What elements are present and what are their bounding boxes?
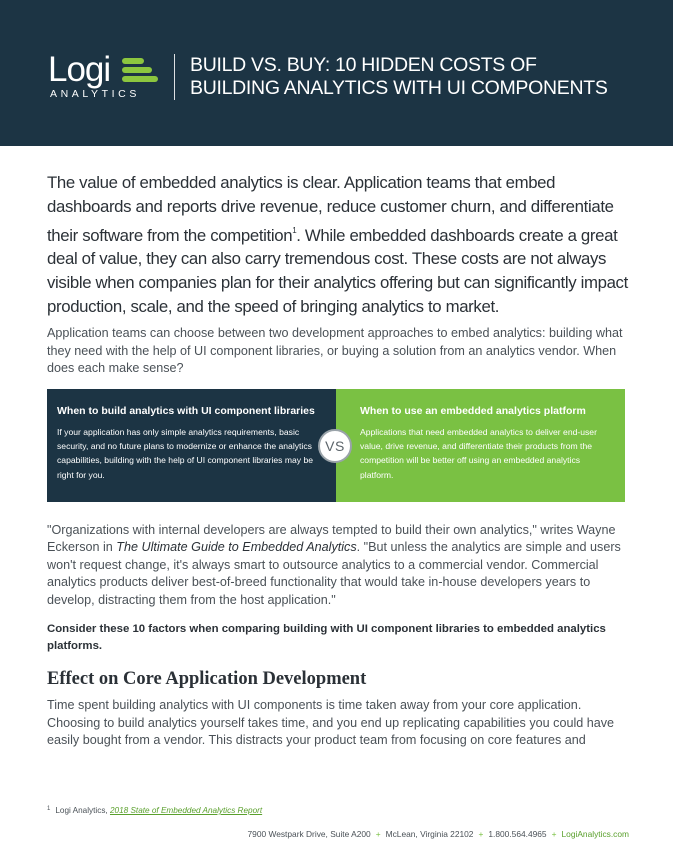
logi-analytics-logo — [48, 52, 160, 102]
lead-text-end: . While embedded dashboards create a great deal of value, they can also carry tremendous cost. These costs are not always visible when companies plan for their analytics offering but can significantly impact production, scale, and the speed of bringing analytics to market. — [47, 225, 628, 316]
document-title — [190, 54, 650, 100]
footer-separator-2: + — [478, 829, 484, 839]
footer-separator-1: + — [375, 829, 381, 839]
footer-separator-3: + — [551, 829, 557, 839]
build-panel-title: When to build analytics with UI component libraries — [57, 405, 315, 417]
header-divider — [174, 54, 175, 100]
footnote-source: Logi Analytics, — [55, 806, 108, 815]
footer-address: 7900 Westpark Drive, Suite A200 — [247, 829, 371, 839]
buy-panel-title: When to use an embedded analytics platform — [360, 405, 586, 417]
footnote-marker: 1 — [47, 806, 51, 812]
footer-city: McLean, Virginia 22102 — [385, 829, 474, 839]
page-header — [0, 0, 673, 146]
lead-footnote-marker: 1 — [292, 225, 297, 235]
book-title: The Ultimate Guide to Embedded Analytics — [116, 540, 357, 555]
comparison-box — [47, 389, 625, 502]
footnote — [47, 806, 262, 815]
report-link[interactable]: 2018 State of Embedded Analytics Report — [109, 806, 263, 815]
section-heading: Effect on Core Application Development — [47, 669, 367, 689]
quote-text-end: . "But unless the analytics are simple and users won't request change, it's always smart to outsource analytics to a commercial vendor. Commercial analytics products deliver best-of-breed functionality that would take in-house developers years to develop, distracting them from the host application." — [47, 540, 621, 607]
intro-paragraph: Application teams can choose between two development approaches to embed analytics: building what they need with the help of UI component libraries, or buying a solution from an analytics vendor. When does each make sense? — [47, 326, 623, 375]
logo-wordmark: Logi — [48, 50, 111, 89]
quote-text-start: "Organizations with internal developers are always tempted to build their own analytics," writes Wayne Eckerson in — [47, 523, 616, 555]
lead-text-start: The value of embedded analytics is clear. Application teams that embed dashboards and reports drive revenue, reduce customer churn, and differentiate their software from the competition — [47, 173, 614, 245]
document-title-line-1: BUILD VS. BUY: 10 HIDDEN COSTS OF — [190, 54, 537, 76]
buy-panel — [336, 389, 625, 502]
footer-website-link[interactable]: LogiAnalytics.com — [561, 829, 629, 839]
consider-statement: Consider these 10 factors when comparing building with UI component libraries to embedded analytics platforms. — [47, 623, 606, 652]
page-footer — [248, 829, 630, 839]
section-body: Time spent building analytics with UI components is time taken away from your core application. Choosing to build analytics yourself takes time, and you end up replicating capabilities you could have easily bought from a vendor. This distracts your product team from focusing on core features and — [47, 698, 615, 747]
build-panel — [47, 389, 336, 502]
logo-bars-icon — [122, 58, 158, 82]
buy-panel-body: Applications that need embedded analytics to deliver end-user value, drive revenue, and differentiate their products from the competition will be better off using an embedded analytics platform. — [360, 427, 597, 480]
build-panel-body: If your application has only simple analytics requirements, basic security, and no future plans to modernize or enhance the analytics capabilities, building with the help of UI component libraries may be right for you. — [57, 427, 314, 480]
versus-badge: VS — [318, 429, 352, 463]
logo-subtitle: ANALYTICS — [50, 88, 140, 100]
quote-paragraph — [47, 522, 637, 609]
document-title-line-2: BUILDING ANALYTICS WITH UI COMPONENTS — [190, 77, 608, 99]
lead-paragraph — [47, 171, 632, 319]
footer-phone: 1.800.564.4965 — [488, 829, 547, 839]
